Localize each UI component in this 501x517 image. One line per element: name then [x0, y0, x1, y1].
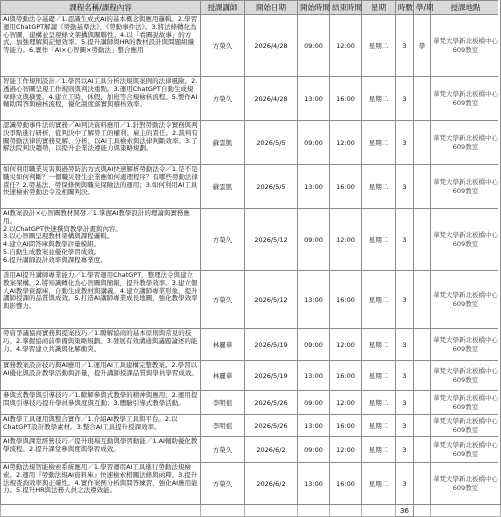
term-cell[interactable]: [414, 415, 431, 437]
location-cell[interactable]: 華梵大學新北板橋中心609教室: [431, 165, 501, 209]
table-row: [1, 391, 501, 415]
term-cell[interactable]: [414, 391, 431, 415]
table-row: [1, 361, 501, 391]
course-content-line: 認識勞動事件法的實務／AI判決資料應用／1.針對勞動法令實務與判決爭點進行研析，從判決中了解勞工的權利、雇主的責任。2.裁判有關勞動法律的實務見解、分析、以AI工具檢索與法律判斷效率。3.了解法院判決趨勢，以提升企業法遵能力與策略規劃。: [3, 121, 198, 153]
course-content-line: 善用AI提升講師專業能力／1.學習運用ChatGPT，整理法令與建立教案架構。2.將知識轉化為心智圖與簡報，提升教學效率。3.建立個人AI教學資源庫，自動生成教材與講義。4.建立講師專業形象，提升講師授課的品質與成效。5.打造AI講師專業成長地圖，強化教學效率與影響力。: [3, 271, 198, 311]
term-cell[interactable]: [414, 209, 431, 271]
location-cell[interactable]: 華梵大學新北板橋中心609教室: [431, 415, 501, 437]
header-row: [1, 1, 501, 15]
teacher-cell[interactable]: 方榮久: [201, 271, 245, 329]
location-cell[interactable]: 華梵大學新北板橋中心609教室: [431, 437, 501, 463]
table-row: [1, 77, 501, 121]
empty-cell[interactable]: [298, 505, 330, 517]
start-date-cell[interactable]: 2026/5/5: [245, 121, 298, 165]
teacher-cell[interactable]: 方榮久: [201, 463, 245, 505]
hours-cell[interactable]: 3: [396, 121, 414, 165]
start-date-cell[interactable]: 2026/4/28: [245, 77, 298, 121]
weekday-cell[interactable]: 星期二: [362, 437, 396, 463]
term-cell[interactable]: [414, 329, 431, 361]
course-content-line: 3.以心智圖呈現教材架構與課程邏輯。: [3, 232, 114, 241]
weekday-cell[interactable]: 星期二: [362, 463, 396, 505]
hours-cell[interactable]: 3: [396, 209, 414, 271]
end-time-cell[interactable]: 16:00: [330, 77, 362, 121]
end-time-cell[interactable]: 16:00: [330, 463, 362, 505]
course-content-line: 實務教案設計技巧與AI應用／1.運用AI工具建構完整教案。2.學習以AI優化與設計教學活動與評量，提升講師授課品質與學員學習成效。: [3, 361, 198, 377]
term-cell[interactable]: [414, 121, 431, 165]
teacher-cell[interactable]: 蘇雲凱: [201, 121, 245, 165]
header-start-time[interactable]: 開始時間: [298, 1, 330, 15]
empty-cell[interactable]: [245, 505, 298, 517]
course-content-line: AI教學工具運用與整合實作／1.介紹AI教學工具與平台。2.以ChatGPT設計教學素材。3.整合AI工具提升授課效率。: [3, 415, 178, 431]
teacher-cell[interactable]: 方榮久: [201, 77, 245, 121]
table-row: [1, 121, 501, 165]
total-row: [1, 505, 501, 517]
weekday-cell[interactable]: 星期二: [362, 415, 396, 437]
course-content-cell[interactable]: [1, 463, 201, 505]
end-time-cell[interactable]: 16:00: [330, 415, 362, 437]
hours-cell[interactable]: 3: [396, 463, 414, 505]
start-date-cell[interactable]: 2026/6/2: [245, 463, 298, 505]
start-date-cell[interactable]: 2026/6/2: [245, 437, 298, 463]
start-time-cell[interactable]: 09:00: [298, 121, 330, 165]
empty-cell[interactable]: [1, 505, 201, 517]
start-time-cell[interactable]: 13:00: [298, 77, 330, 121]
start-time-cell[interactable]: 09:00: [298, 209, 330, 271]
location-cell[interactable]: 華梵大學新北板橋中心609教室: [431, 361, 501, 391]
start-date-cell[interactable]: 2026/5/5: [245, 165, 298, 209]
teacher-cell[interactable]: 林麗華: [201, 329, 245, 361]
course-content-line: AI與勞動法令基礎／1.認識生成式AI的基本概念與應用邏輯。2.學習運用ChatGPT解讀《勞動基準法》、《勞動事件法》。3.將法條轉化為心智圖，建構並呈現條文架構與關聯性。4.以「看圖說故事」的方式，加強理解與記憶效率。5.提升講師與HR的教材設計與問題組織等能力。6.實作「AI×心智圖×勞動法」整合應用: [3, 15, 198, 55]
location-cell[interactable]: 華梵大學新北板橋中心609教室: [431, 15, 501, 77]
course-content-line: 智能工作規則設計／1.學習以AI工具分析法規與案例的法律風險。2.透過心智圖呈現工作規則與判決重點。3.運用ChatGPT自動生成規章條文與摘要。4.建立工時、休假、加班等合規檢核流程。5.製作AI輔助問答與檢核流程，優化制度落實與稽核效率。: [3, 77, 198, 109]
end-time-cell[interactable]: 12:00: [330, 329, 362, 361]
term-cell[interactable]: [414, 463, 431, 505]
weekday-cell[interactable]: 星期二: [362, 209, 396, 271]
end-time-cell[interactable]: 12:00: [330, 437, 362, 463]
weekday-cell[interactable]: 星期二: [362, 165, 396, 209]
header-start-date[interactable]: 開始日期: [245, 1, 298, 15]
end-time-cell[interactable]: 16:00: [330, 165, 362, 209]
table-row: [1, 15, 501, 77]
location-cell[interactable]: 華梵大學新北板橋中心609教室: [431, 463, 501, 505]
empty-cell[interactable]: [201, 505, 245, 517]
teacher-cell[interactable]: 蘇雲凱: [201, 165, 245, 209]
course-content-line: AI勞動法規智能檢索系統應用／1.學習運用AI工具進行勞動法規檢索。2.運用『勞動法規AI資料庫』快速檢索相關法條與函釋。3.提升法規查詢效率與正確性。4.實作案例分析與問答練習，強化AI應用能力。5.提升HR與法務人員之法遵效能。: [3, 463, 198, 495]
location-cell[interactable]: 華梵大學新北板橋中心609教室: [431, 391, 501, 415]
header-weekday[interactable]: 星期: [362, 1, 396, 15]
hours-cell[interactable]: 3: [396, 361, 414, 391]
term-cell[interactable]: [414, 361, 431, 391]
course-content-line: 勞資爭議協商實務與提案技巧／1.瞭解協商的基本原則與常見的技巧。2.掌握協商前準備與策略規劃。3.發展有效溝通與議題論述的能力。4.學習建立共識與化解衝突。: [3, 329, 198, 353]
start-time-cell[interactable]: 09:00: [298, 391, 330, 415]
location-cell[interactable]: 華梵大學新北板橋中心609教室: [431, 121, 501, 165]
table-row: [1, 165, 501, 209]
header-end-time[interactable]: 結束時間: [330, 1, 362, 15]
term-cell[interactable]: [414, 437, 431, 463]
empty-cell[interactable]: [330, 505, 362, 517]
empty-cell[interactable]: [431, 505, 501, 517]
course-content-line: AI教案設計×心智圖教材開發／1.掌握AI教學設計的理論與實務應用。: [3, 209, 190, 225]
course-content-cell[interactable]: [1, 329, 201, 361]
weekday-cell[interactable]: 星期二: [362, 121, 396, 165]
empty-cell[interactable]: [414, 505, 431, 517]
hours-cell[interactable]: 3: [396, 391, 414, 415]
course-content-line: 6.提升講師設計效率與課程專業度。: [3, 255, 107, 264]
start-date-cell[interactable]: 2026/5/19: [245, 361, 298, 391]
end-time-cell[interactable]: 16:00: [330, 361, 362, 391]
header-term[interactable]: 學/期: [414, 1, 431, 15]
weekday-cell[interactable]: 星期二: [362, 391, 396, 415]
course-content-cell[interactable]: [1, 77, 201, 121]
course-content-line: 5.自動生成教案並優化學習成效。: [3, 247, 101, 256]
header-location[interactable]: 授課地點: [431, 1, 501, 15]
start-time-cell[interactable]: 09:00: [298, 437, 330, 463]
start-time-cell[interactable]: 13:00: [298, 165, 330, 209]
course-content-line: 2.以ChatGPT快速撰寫教學計畫與內容。: [3, 224, 122, 233]
start-date-cell[interactable]: 2026/5/26: [245, 391, 298, 415]
table-row: [1, 437, 501, 463]
start-date-cell[interactable]: 2026/5/19: [245, 329, 298, 361]
course-content-line: 如何利用職業災害與過勞防治方式與AI快速解析勞動法令／1.是不是職災如何判斷？一個職災發生企業應如何處理程序？有哪些勞動法律責任？2.勞基法、勞保條例與職災保險法的運用；3.如何利用AI工具快速檢索勞動法令及相關判決。: [3, 165, 198, 197]
table-row: [1, 271, 501, 329]
course-content-cell[interactable]: [1, 415, 201, 437]
course-content-line: AI教學與課堂經營技巧／提升現場互動與學習動能／1.AI輔助優化教學流程。2.提升課堂參與度與學習成效。: [3, 437, 198, 453]
course-content-cell[interactable]: [1, 165, 201, 209]
header-course[interactable]: 課程名稱/課程內容: [1, 1, 201, 15]
header-hours[interactable]: 時數: [396, 1, 414, 15]
end-time-cell[interactable]: 16:00: [330, 271, 362, 329]
table-row: [1, 463, 501, 505]
start-date-cell[interactable]: 2026/4/28: [245, 15, 298, 77]
course-content-cell[interactable]: [1, 391, 201, 415]
start-time-cell[interactable]: 13:00: [298, 361, 330, 391]
location-cell[interactable]: 華梵大學新北板橋中心609教室: [431, 329, 501, 361]
weekday-cell[interactable]: 星期二: [362, 271, 396, 329]
location-cell[interactable]: 華梵大學新北板橋中心609教室: [431, 209, 501, 271]
start-time-cell[interactable]: 13:00: [298, 271, 330, 329]
hours-cell[interactable]: 3: [396, 437, 414, 463]
weekday-cell[interactable]: 星期二: [362, 15, 396, 77]
start-time-cell[interactable]: 09:00: [298, 15, 330, 77]
course-content-cell[interactable]: [1, 361, 201, 391]
start-time-cell[interactable]: 13:00: [298, 463, 330, 505]
course-content-line: 參與式教學與引導技巧／1.瞭解參與式教學的精神與應用；2.運用提問與引導技巧提升學員參與度與互動；3.體驗引導式教學活動。: [3, 391, 198, 407]
start-date-cell[interactable]: 2026/5/12: [245, 271, 298, 329]
term-cell[interactable]: 學: [414, 15, 431, 77]
weekday-cell[interactable]: 星期二: [362, 77, 396, 121]
sheet-edge: [498, 0, 500, 500]
end-time-cell[interactable]: 12:00: [330, 15, 362, 77]
end-time-cell[interactable]: 12:00: [330, 209, 362, 271]
empty-cell[interactable]: [362, 505, 396, 517]
location-cell[interactable]: 華梵大學新北板橋中心609教室: [431, 271, 501, 329]
hours-cell[interactable]: 3: [396, 77, 414, 121]
location-cell[interactable]: 華梵大學新北板橋中心609教室: [431, 77, 501, 121]
end-time-cell[interactable]: 12:00: [330, 121, 362, 165]
teacher-cell[interactable]: 方榮久: [201, 209, 245, 271]
start-time-cell[interactable]: 13:00: [298, 415, 330, 437]
weekday-cell[interactable]: 星期二: [362, 361, 396, 391]
start-date-cell[interactable]: 2026/5/26: [245, 415, 298, 437]
hours-cell[interactable]: 3: [396, 415, 414, 437]
table-row: [1, 415, 501, 437]
end-time-cell[interactable]: 12:00: [330, 391, 362, 415]
term-cell[interactable]: [414, 165, 431, 209]
hours-cell[interactable]: 3: [396, 329, 414, 361]
term-cell[interactable]: [414, 271, 431, 329]
header-teacher[interactable]: 授課講師: [201, 1, 245, 15]
table-row: [1, 209, 501, 271]
total-hours-cell[interactable]: 36: [396, 505, 414, 517]
teacher-cell[interactable]: 李明祖: [201, 391, 245, 415]
start-time-cell[interactable]: 09:00: [298, 329, 330, 361]
course-content-cell[interactable]: [1, 121, 201, 165]
teacher-cell[interactable]: 方榮久: [201, 15, 245, 77]
course-content-cell[interactable]: [1, 271, 201, 329]
start-date-cell[interactable]: 2026/5/12: [245, 209, 298, 271]
term-cell[interactable]: [414, 77, 431, 121]
course-content-cell[interactable]: [1, 15, 201, 77]
course-content-cell[interactable]: [1, 437, 201, 463]
hours-cell[interactable]: 3: [396, 15, 414, 77]
hours-cell[interactable]: 3: [396, 271, 414, 329]
course-content-line: 4.建立AI問答庫與教學評量模組。: [3, 240, 101, 249]
teacher-cell[interactable]: 林麗華: [201, 361, 245, 391]
table-row: [1, 329, 501, 361]
teacher-cell[interactable]: 方榮久: [201, 437, 245, 463]
teacher-cell[interactable]: 李明祖: [201, 415, 245, 437]
course-content-cell[interactable]: [1, 209, 201, 271]
weekday-cell[interactable]: 星期二: [362, 329, 396, 361]
hours-cell[interactable]: 3: [396, 165, 414, 209]
